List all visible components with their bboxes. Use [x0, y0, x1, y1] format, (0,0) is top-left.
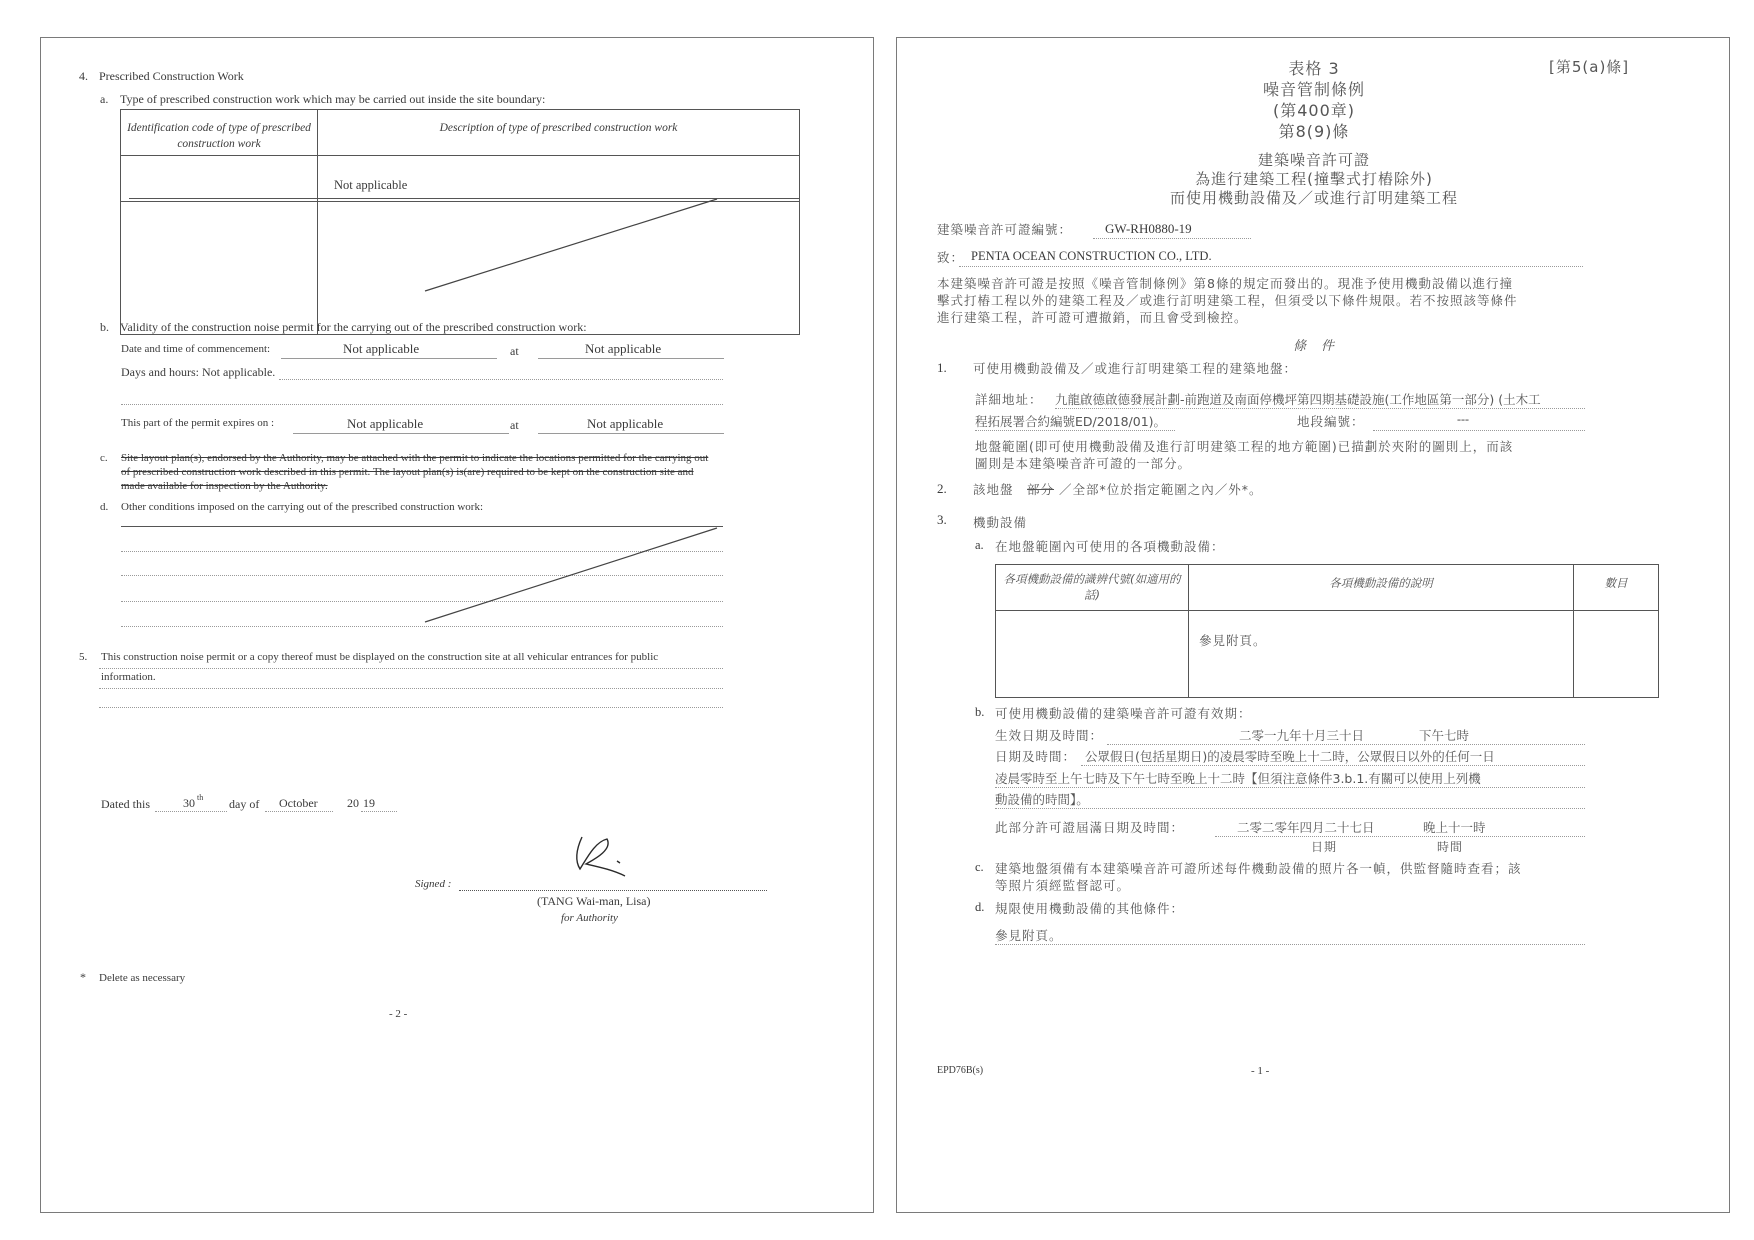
item-c-line2-struck: of prescribed construction work described in this permit. The layout plan(s) is(are) required to be kept on the construction site and	[121, 466, 694, 478]
item-b-label: b.	[975, 705, 985, 719]
at-label: at	[510, 418, 519, 432]
table-header-description: 各項機動設備的說明	[1189, 565, 1574, 611]
lot-number-value: ---	[1457, 412, 1469, 426]
footnote-text: Delete as necessary	[99, 972, 186, 984]
effective-label: 生效日期及時間：	[995, 728, 1104, 743]
table-header-identification-code: Identification code of type of prescribed construction work	[121, 110, 318, 156]
expiry-date: 二零二零年四月二十七日	[1237, 820, 1375, 835]
address-value-line2: 程拓展署合約編號ED/2018/01)。	[975, 414, 1167, 429]
conditions-heading: 條 件	[1292, 339, 1335, 354]
item-c-label: c.	[975, 860, 984, 874]
at-label: at	[510, 344, 519, 358]
item-d-text: Other conditions imposed on the carrying out of the prescribed construction work:	[121, 501, 483, 513]
chapter: (第400章)	[1272, 101, 1356, 120]
address-label: 詳細地址：	[975, 392, 1043, 407]
expires-date: Not applicable	[347, 416, 424, 431]
address-value: 九龍啟德啟德發展計劃-前跑道及南面停機坪第四期基礎設施(工作地區第一部分) (土木工	[1055, 392, 1541, 407]
expiry-label: 此部分許可證屆滿日期及時間：	[995, 820, 1185, 835]
item-b-text: 可使用機動設備的建築噪音許可證有效期：	[995, 706, 1252, 721]
item-c-text-line1: 建築地盤須備有本建築噪音許可證所述每件機動設備的照片各一幀，供監督隨時查看；該	[995, 861, 1522, 876]
dated-century: 20	[347, 796, 359, 810]
intro-line2: 擊式打樁工程以外的建築工程及／或進行訂明建築工程，但須受以下條件規限。若不按照該等條件	[937, 293, 1518, 308]
permit-number: GW-RH0880-19	[1105, 221, 1192, 236]
condition-2-text-b: ／全部*位於指定範圍之內／外*。	[1059, 482, 1263, 497]
table-header-description: Description of type of prescribed construction work	[318, 110, 800, 156]
dated-day-of: day of	[229, 797, 260, 811]
condition-1-number: 1.	[937, 360, 947, 375]
section-4-number: 4.	[79, 69, 88, 83]
boundary-text-line2: 圖則是本建築噪音許可證的一部分。	[975, 456, 1192, 471]
dated-month: October	[279, 796, 318, 810]
for-authority: for Authority	[561, 912, 618, 924]
intro-line1: 本建築噪音許可證是按照《噪音管制條例》第8條的規定而發出的。現准予使用機動設備以進行撞	[937, 276, 1513, 291]
days-hours-line	[995, 808, 1585, 809]
document-page-1	[896, 37, 1730, 1213]
document-page-2	[40, 37, 874, 1213]
handwritten-signature	[41, 38, 875, 1214]
expiry-time-caption: 時間	[1437, 840, 1464, 854]
form-code: EPD76B(s)	[937, 1065, 984, 1076]
item-d-label: d.	[100, 501, 109, 513]
permit-title: 建築噪音許可證	[1257, 151, 1370, 169]
permit-title-line3: 而使用機動設備及／或進行訂明建築工程	[1169, 189, 1458, 207]
item-a-text: Type of prescribed construction work which may be carried out inside the site boundary:	[120, 92, 546, 106]
expiry-time: 晚上十一時	[1423, 820, 1486, 835]
condition-2-number: 2.	[937, 481, 947, 496]
table-cell-empty	[996, 611, 1189, 698]
addressee-name: PENTA OCEAN CONSTRUCTION CO., LTD.	[971, 249, 1212, 263]
addressee-line	[959, 266, 1583, 267]
section-5-number: 5.	[79, 651, 88, 663]
section-5-line2: information.	[101, 671, 156, 683]
item-d-line	[995, 944, 1585, 945]
address-line	[1055, 408, 1585, 409]
table-cell-see-attached: 參見附頁。	[1189, 611, 1574, 698]
form-number: 表格 3	[1288, 59, 1340, 78]
lot-number-label: 地段編號：	[1297, 414, 1365, 429]
commencement-time: Not applicable	[585, 341, 662, 356]
dated-year: 19	[363, 796, 375, 810]
item-b-text: Validity of the construction noise permit for the carrying out of the prescribed construction work:	[120, 320, 587, 334]
item-c-label: c.	[100, 452, 108, 464]
days-hours-value-line3: 動設備的時間】。	[995, 792, 1089, 807]
table-cell-not-applicable: Not applicable	[318, 156, 800, 202]
signature-line	[459, 890, 767, 891]
signed-label: Signed :	[415, 878, 452, 890]
item-c-text-line2: 等照片須經監督認可。	[995, 878, 1131, 893]
addressee-label: 致：	[937, 250, 965, 265]
days-hours-line	[1081, 765, 1585, 766]
condition-3-text: 機動設備	[973, 515, 1028, 530]
permit-number-line	[1093, 238, 1251, 239]
expiry-line	[1215, 836, 1585, 837]
expires-label: This part of the permit expires on :	[121, 417, 275, 429]
item-a-label: a.	[975, 538, 984, 552]
item-d-text: 規限使用機動設備的其他條件：	[995, 901, 1185, 916]
condition-1-text: 可使用機動設備及／或進行訂明建築工程的建築地盤：	[973, 361, 1298, 376]
signer-name: (TANG Wai-man, Lisa)	[537, 894, 651, 908]
item-b-label: b.	[100, 320, 109, 334]
permit-title-line2: 為進行建築工程(撞擊式打樁除外)	[1195, 170, 1433, 188]
section-5-line1: This construction noise permit or a copy thereof must be displayed on the construction site at all vehicular entrances for public	[101, 651, 659, 663]
days-hours-value: 公眾假日(包括星期日)的凌晨零時至晚上十二時，公眾假日以外的任何一日	[1085, 749, 1495, 764]
boundary-text-line1: 地盤範圍(即可使用機動設備及進行訂明建築工程的地方範圍)已描劃於夾附的圖則上，而該	[975, 439, 1514, 454]
item-c-line1-struck: Site layout plan(s), endorsed by the Authority, may be attached with the permit to indicate the locations permitted for the carrying out	[121, 452, 709, 464]
item-c-line3-struck: made available for inspection by the Authority.	[121, 480, 328, 492]
commencement-date: Not applicable	[343, 341, 420, 356]
commencement-label: Date and time of commencement:	[121, 343, 271, 355]
lot-number-line	[1373, 430, 1585, 431]
intro-line3: 進行建築工程，許可證可遭撤銷，而且會受到檢控。	[937, 310, 1248, 325]
permit-number-label: 建築噪音許可證編號：	[937, 222, 1073, 237]
footnote-asterisk: *	[80, 970, 86, 984]
section-reference: 第8(9)條	[1278, 122, 1350, 141]
condition-2-text-struck: 部分	[1027, 482, 1055, 497]
days-hours-value-line2: 凌晨零時至上午七時及下午七時至晚上十二時【但須注意條件3.b.1.有關可以使用上列機	[995, 771, 1481, 786]
effective-line	[1107, 744, 1585, 745]
form-section-reference: [第5(a)條]	[1549, 58, 1630, 76]
days-hours-line	[995, 787, 1585, 788]
days-hours-label: 日期及時間：	[995, 749, 1077, 764]
dated-day: 30	[183, 796, 195, 810]
dated-prefix: Dated this	[101, 797, 150, 811]
page-number: - 2 -	[389, 1008, 408, 1020]
dated-day-suffix: th	[197, 793, 204, 802]
ordinance-title: 噪音管制條例	[1262, 80, 1365, 99]
condition-2-text-a: 該地盤	[973, 482, 1014, 497]
item-d-value: 參見附頁。	[995, 928, 1063, 943]
expiry-date-caption: 日期	[1311, 840, 1338, 854]
table-header-identification-code: 各項機動設備的識辨代號(如適用的話)	[996, 565, 1189, 611]
mechanical-equipment-table	[995, 564, 1659, 698]
effective-date: 二零一九年十月三十日	[1239, 728, 1365, 743]
item-a-text: 在地盤範圍內可使用的各項機動設備：	[995, 539, 1225, 554]
item-d-label: d.	[975, 900, 985, 914]
effective-time: 下午七時	[1419, 728, 1470, 743]
address-line	[975, 430, 1175, 431]
section-4-title: Prescribed Construction Work	[99, 69, 244, 83]
item-a-label: a.	[100, 92, 109, 106]
table-cell-empty	[1574, 611, 1659, 698]
condition-3-number: 3.	[937, 512, 947, 527]
expires-time: Not applicable	[587, 416, 664, 431]
page-number: - 1 -	[1251, 1065, 1270, 1077]
table-header-quantity: 數目	[1574, 565, 1659, 611]
days-hours: Days and hours: Not applicable.	[121, 365, 276, 379]
